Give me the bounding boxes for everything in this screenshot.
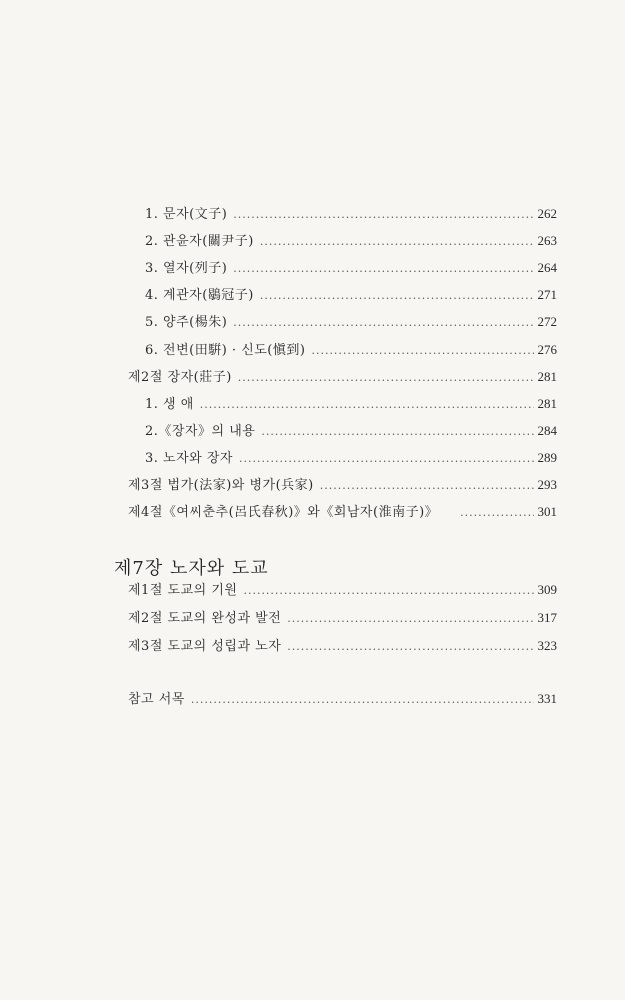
toc-entry-heguanzi — [145, 286, 557, 305]
toc-section-label: 제1절 도교의 기원 — [128, 583, 238, 598]
toc-page-number: 272 — [537, 314, 557, 329]
toc-entry-label: 6. 전변(田騈) · 신도(愼到) — [145, 343, 306, 358]
toc-page-number: 281 — [537, 396, 557, 411]
toc-page-number: 262 — [537, 206, 557, 221]
dot-leader — [287, 610, 533, 628]
toc-entry-zhuangzi-content — [145, 422, 557, 441]
toc-entry-label: 4. 계관자(鶡冠子) — [145, 288, 254, 303]
toc-entry-tianpian-shendao — [145, 341, 557, 360]
dot-leader — [238, 369, 534, 387]
dot-leader — [200, 396, 534, 414]
toc-page-number: 289 — [537, 450, 557, 465]
toc-page-number: 331 — [537, 691, 557, 706]
dot-leader — [260, 287, 534, 305]
toc-bibliography-label: 참고 서목 — [128, 692, 185, 707]
dot-leader — [239, 450, 534, 468]
toc-entry-yangzhu — [145, 313, 557, 332]
toc-entry-label: 3. 열자(列子) — [145, 261, 228, 276]
toc-page-number: 301 — [537, 504, 557, 519]
dot-leader — [233, 314, 533, 332]
toc-section-label: 제3절 도교의 성립과 노자 — [128, 639, 282, 654]
dot-leader — [261, 423, 533, 441]
toc-entry-life — [145, 395, 557, 414]
toc-section-zhuangzi — [128, 368, 557, 387]
toc-page-number: 264 — [537, 260, 557, 275]
toc-section-label: 제2절 장자(莊子) — [128, 370, 232, 385]
toc-entry-wenzi — [145, 205, 557, 224]
toc-entry-label: 3. 노자와 장자 — [145, 451, 233, 466]
dot-leader — [191, 691, 534, 709]
toc-page-number: 281 — [537, 369, 557, 384]
toc-bibliography — [128, 690, 557, 709]
toc-page-number: 271 — [537, 287, 557, 302]
toc-section-legalism-military — [128, 476, 557, 495]
toc-entry-guanyinzi — [145, 232, 557, 251]
chapter-7-heading: 제7장 노자와 도교 — [114, 558, 269, 579]
toc-section-lushi-huainanzi — [128, 503, 557, 522]
dot-leader — [311, 342, 533, 360]
toc-section-label: 제4절《여씨춘추(呂氏春秋)》와《회남자(淮南子)》 — [128, 505, 439, 520]
toc-page-number: 276 — [537, 342, 557, 357]
toc-entry-laozi-zhuangzi — [145, 449, 557, 468]
toc-entry-label: 1. 생 애 — [145, 397, 194, 412]
toc-entry-label: 2.《장자》의 내용 — [145, 424, 256, 439]
toc-page-number: 323 — [537, 638, 557, 653]
toc-page-number: 293 — [537, 477, 557, 492]
toc-page-number: 284 — [537, 423, 557, 438]
dot-leader — [243, 582, 533, 600]
toc-section-label: 제2절 도교의 완성과 발전 — [128, 611, 282, 626]
toc-entry-label: 1. 문자(文子) — [145, 207, 228, 222]
toc-section-taoism-origin — [128, 581, 557, 600]
toc-page-number: 263 — [537, 233, 557, 248]
dot-leader — [460, 504, 533, 522]
dot-leader — [287, 638, 533, 656]
toc-entry-label: 5. 양주(楊朱) — [145, 315, 228, 330]
toc-page-number: 317 — [537, 610, 557, 625]
toc-section-label: 제3절 법가(法家)와 병가(兵家) — [128, 478, 314, 493]
toc-entry-liezi — [145, 259, 557, 278]
toc-section-taoism-development — [128, 609, 557, 628]
dot-leader — [260, 233, 534, 251]
dot-leader — [233, 260, 533, 278]
toc-page-number: 309 — [537, 582, 557, 597]
toc-entry-label: 2. 관윤자(關尹子) — [145, 234, 254, 249]
dot-leader — [320, 477, 534, 495]
toc-section-taoism-establishment — [128, 637, 557, 656]
dot-leader — [233, 206, 533, 224]
